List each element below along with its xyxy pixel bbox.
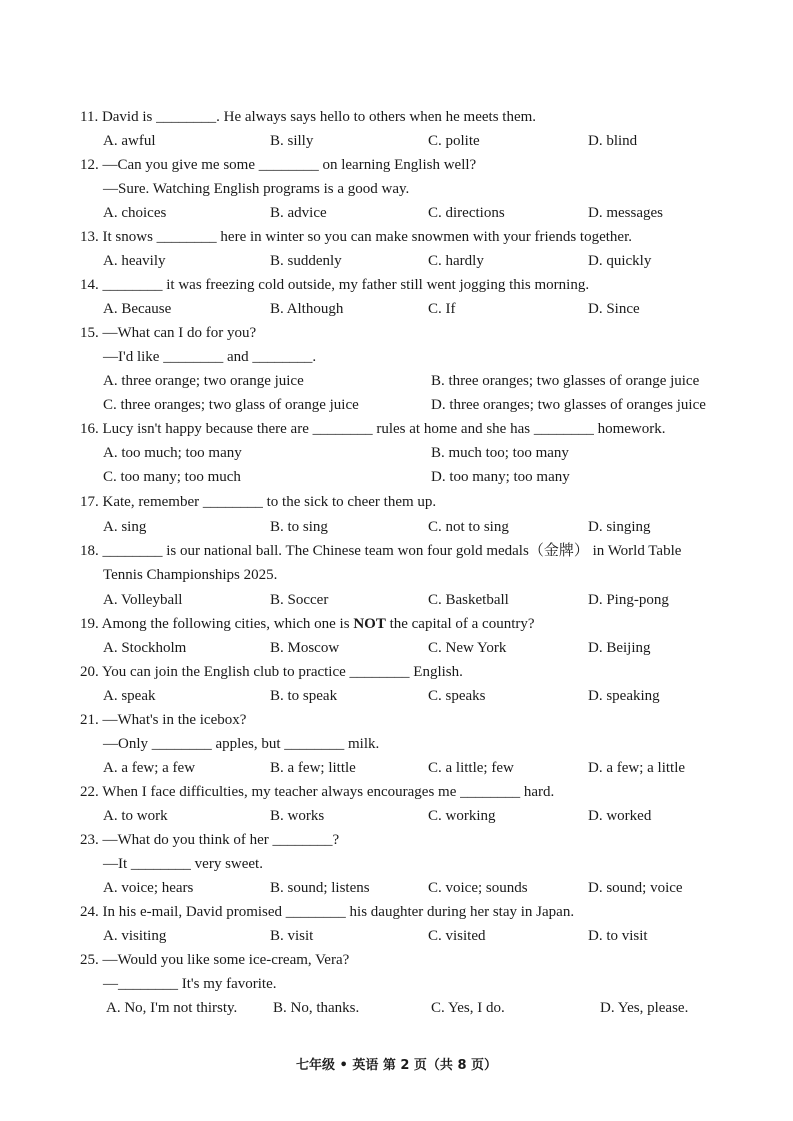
stem-emphasis: NOT	[353, 616, 386, 632]
question-11-stem: 11. David is ________. He always says hello to others when he meets them.	[80, 109, 537, 125]
option-d[interactable]: D. a few; a little	[588, 760, 686, 776]
question-19-stem	[80, 612, 740, 636]
option-a[interactable]: A. a few; a few	[103, 760, 196, 776]
stem-text: 19. Among the following cities, which one is	[80, 616, 354, 632]
question-14-stem: 14. ________ it was freezing cold outside, my father still went jogging this morning.	[80, 277, 590, 293]
question-16-stem: 16. Lucy isn't happy because there are ________ rules at home and she has ________ homework.	[80, 421, 666, 437]
option-c[interactable]: C. too many; too much	[103, 469, 241, 485]
option-b[interactable]: B. Although	[270, 301, 344, 317]
question-20-stem: 20. You can join the English club to practice ________ English.	[80, 664, 463, 680]
stem-text-end: the capital of a country?	[385, 616, 535, 632]
question-21-options	[103, 756, 743, 780]
option-c[interactable]: C. If	[428, 301, 456, 317]
page-footer: 七年级 • 英语 第 2 页（共 8 页）	[295, 1058, 498, 1073]
option-c[interactable]: C. polite	[428, 133, 480, 149]
option-b[interactable]: B. to speak	[270, 688, 338, 704]
question-17-stem: 17. Kate, remember ________ to the sick to cheer them up.	[80, 494, 437, 510]
question-18-continuation: Tennis Championships 2025.	[103, 567, 278, 583]
option-b[interactable]: B. No, thanks.	[273, 1000, 360, 1016]
option-a[interactable]: A. Because	[103, 301, 172, 317]
option-a[interactable]: A. too much; too many	[103, 445, 242, 461]
option-a[interactable]: A. heavily	[103, 253, 166, 269]
option-c[interactable]: C. directions	[428, 205, 505, 221]
option-d[interactable]: D. sound; voice	[588, 880, 683, 896]
option-b[interactable]: B. to sing	[270, 519, 328, 535]
question-20-options	[103, 684, 743, 708]
option-a[interactable]: A. three orange; two orange juice	[103, 373, 304, 389]
option-d[interactable]: D. three oranges; two glasses of oranges juice	[431, 397, 706, 413]
option-b[interactable]: B. advice	[270, 205, 327, 221]
option-b[interactable]: B. silly	[270, 133, 314, 149]
option-b[interactable]: B. Soccer	[270, 592, 329, 608]
option-d[interactable]: D. Yes, please.	[600, 1000, 689, 1016]
question-12-reply: —Sure. Watching English programs is a good way.	[103, 181, 410, 197]
option-c[interactable]: C. hardly	[428, 253, 484, 269]
option-a[interactable]: A. sing	[103, 519, 147, 535]
question-12-stem: 12. —Can you give me some ________ on learning English well?	[80, 157, 477, 173]
question-14-options	[103, 297, 743, 321]
question-15-reply: —I'd like ________ and ________.	[103, 349, 317, 365]
question-21-reply: —Only ________ apples, but ________ milk.	[103, 736, 380, 752]
option-b[interactable]: B. works	[270, 808, 325, 824]
question-18-options	[103, 588, 743, 612]
question-23-reply: —It ________ very sweet.	[103, 856, 263, 872]
option-b[interactable]: B. suddenly	[270, 253, 342, 269]
option-a[interactable]: A. awful	[103, 133, 156, 149]
question-15-stem: 15. —What can I do for you?	[80, 325, 257, 341]
question-24-stem: 24. In his e-mail, David promised ________ his daughter during her stay in Japan.	[80, 904, 575, 920]
question-18-stem: 18. ________ is our national ball. The Chinese team won four gold medals（金牌） in World Table	[80, 543, 682, 559]
question-17-options	[103, 515, 743, 539]
option-c[interactable]: C. not to sing	[428, 519, 509, 535]
option-c[interactable]: C. three oranges; two glass of orange juice	[103, 397, 359, 413]
option-a[interactable]: A. No, I'm not thirsty.	[106, 1000, 238, 1016]
option-d[interactable]: D. to visit	[588, 928, 648, 944]
option-d[interactable]: D. singing	[588, 519, 651, 535]
option-a[interactable]: A. to work	[103, 808, 168, 824]
option-a[interactable]: A. visiting	[103, 928, 167, 944]
question-21-stem: 21. —What's in the icebox?	[80, 712, 247, 728]
option-a[interactable]: A. choices	[103, 205, 167, 221]
question-25-options	[106, 996, 746, 1020]
question-16-options-row1	[103, 441, 743, 465]
option-c[interactable]: C. Yes, I do.	[431, 1000, 505, 1016]
option-c[interactable]: C. voice; sounds	[428, 880, 528, 896]
option-b[interactable]: B. visit	[270, 928, 314, 944]
option-b[interactable]: B. a few; little	[270, 760, 356, 776]
option-d[interactable]: D. speaking	[588, 688, 660, 704]
option-d[interactable]: D. blind	[588, 133, 638, 149]
option-d[interactable]: D. worked	[588, 808, 652, 824]
question-23-options	[103, 876, 743, 900]
option-d[interactable]: D. quickly	[588, 253, 652, 269]
option-c[interactable]: C. speaks	[428, 688, 486, 704]
question-25-reply: —________ It's my favorite.	[103, 976, 277, 992]
option-c[interactable]: C. visited	[428, 928, 486, 944]
question-11-options	[103, 129, 743, 153]
option-c[interactable]: C. a little; few	[428, 760, 514, 776]
option-a[interactable]: A. voice; hears	[103, 880, 194, 896]
question-13-stem: 13. It snows ________ here in winter so you can make snowmen with your friends together.	[80, 229, 632, 245]
option-b[interactable]: B. Moscow	[270, 640, 340, 656]
option-b[interactable]: B. sound; listens	[270, 880, 370, 896]
option-c[interactable]: C. Basketball	[428, 592, 509, 608]
option-d[interactable]: D. Ping-pong	[588, 592, 669, 608]
question-22-options	[103, 804, 743, 828]
option-b[interactable]: B. much too; too many	[431, 445, 569, 461]
option-a[interactable]: A. speak	[103, 688, 156, 704]
question-15-options-row2	[103, 393, 743, 417]
question-22-stem: 22. When I face difficulties, my teacher always encourages me ________ hard.	[80, 784, 555, 800]
option-d[interactable]: D. Since	[588, 301, 640, 317]
option-a[interactable]: A. Volleyball	[103, 592, 183, 608]
question-13-options	[103, 249, 743, 273]
question-15-options-row1	[103, 369, 743, 393]
option-a[interactable]: A. Stockholm	[103, 640, 187, 656]
option-d[interactable]: D. messages	[588, 205, 663, 221]
option-d[interactable]: D. Beijing	[588, 640, 651, 656]
question-16-options-row2	[103, 465, 743, 489]
option-b[interactable]: B. three oranges; two glasses of orange juice	[431, 373, 700, 389]
option-c[interactable]: C. New York	[428, 640, 507, 656]
question-19-options	[103, 636, 743, 660]
question-12-options	[103, 201, 743, 225]
option-d[interactable]: D. too many; too many	[431, 469, 570, 485]
question-25-stem: 25. —Would you like some ice-cream, Vera?	[80, 952, 350, 968]
question-23-stem: 23. —What do you think of her ________?	[80, 832, 340, 848]
question-24-options	[103, 924, 743, 948]
option-c[interactable]: C. working	[428, 808, 496, 824]
